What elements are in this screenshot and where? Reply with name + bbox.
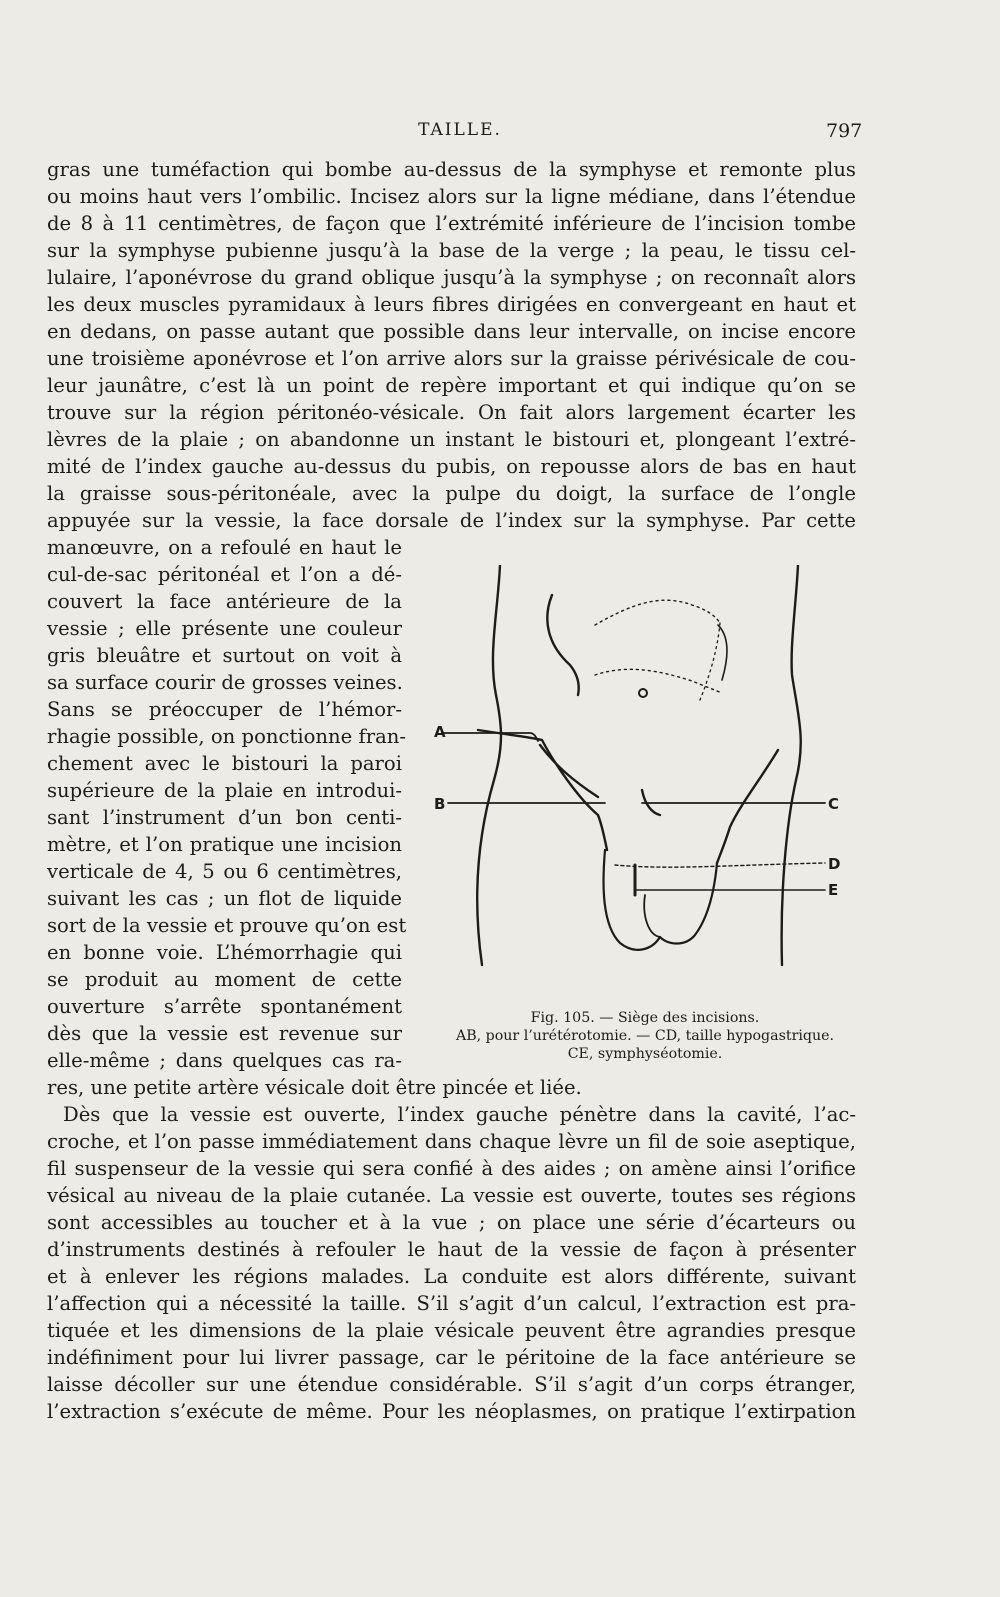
left-outer-contour <box>477 565 501 965</box>
text-line: ou moins haut vers l’ombilic. Incisez alors sur la ligne médiane, dans l’étendue <box>47 185 856 208</box>
text-line: l’extraction s’exécute de même. Pour les néoplasmes, on pratique l’extirpation <box>47 1400 856 1423</box>
text-line: sur la symphyse pubienne jusqu’à la base de la verge ; la peau, le tissu cel- <box>47 239 856 262</box>
text-line: appuyée sur la vessie, la face dorsale de l’index sur la symphyse. Par cette <box>47 509 856 532</box>
text-line: manœuvre, on a refoulé en haut le <box>47 536 402 559</box>
page-number: 797 <box>826 120 863 142</box>
right-chest-curve <box>718 625 727 680</box>
caption-line: AB, pour l’urétérotomie. — CD, taille hypogastrique. <box>455 1028 835 1044</box>
label-a: A <box>434 723 446 741</box>
left-flank <box>547 595 578 695</box>
text-line: trouve sur la région péritonéo-vésicale. On fait alors largement écarter les <box>47 401 856 424</box>
text-line: supérieure de la plaie en introdui- <box>47 779 402 802</box>
incision-line-d <box>615 863 825 867</box>
label-e: E <box>828 881 839 899</box>
text-line: res, une petite artère vésicale doit être pincée et liée. <box>47 1076 582 1099</box>
text-line: et à enlever les régions malades. La conduite est alors différente, suivant <box>47 1265 856 1288</box>
text-line: Sans se préoccuper de l’hémor- <box>47 698 402 721</box>
text-line: croche, et l’on passe immédiatement dans chaque lèvre un fil de soie aseptique, <box>47 1130 856 1153</box>
label-c: C <box>828 795 840 813</box>
text-line: suivant les cas ; un flot de liquide <box>47 887 402 910</box>
text-line: Dès que la vessie est ouverte, l’index gauche pénètre dans la cavité, l’ac- <box>63 1103 856 1126</box>
text-line: vésical au niveau de la plaie cutanée. La vessie est ouverte, toutes ses régions <box>47 1184 856 1207</box>
text-line: elle-même ; dans quelques cas ra- <box>47 1049 402 1072</box>
text-line: verticale de 4, 5 ou 6 centimètres, <box>47 860 402 883</box>
text-line: chement avec le bistouri la paroi <box>47 752 402 775</box>
text-line: gras une tuméfaction qui bombe au-dessus de la symphyse et remonte plus <box>47 158 856 181</box>
text-line: lèvres de la plaie ; on abandonne un instant le bistouri et, plongeant l’extré- <box>47 428 856 451</box>
text-line: couvert la face antérieure de la <box>47 590 402 613</box>
text-line: rhagie possible, on ponctionne fran- <box>47 725 406 748</box>
label-d: D <box>828 855 841 873</box>
text-line: ouverture s’arrête spontanément <box>47 995 402 1018</box>
right-groin-line <box>717 750 778 863</box>
label-b: B <box>434 795 446 813</box>
navel-mark <box>639 689 647 697</box>
text-line: indéfiniment pour lui livrer passage, car le péritoine de la face antérieure se <box>47 1346 856 1369</box>
text-line: sa surface courir de grosses veines. <box>47 671 403 694</box>
text-line: mité de l’index gauche au-dessus du pubis, on repousse alors de bas en haut <box>47 455 856 478</box>
text-line: gris bleuâtre et surtout on voit à <box>47 644 402 667</box>
text-line: les deux muscles pyramidaux à leurs fibres dirigées en convergeant en haut et <box>47 293 856 316</box>
text-line: la graisse sous-péritonéale, avec la pulpe du doigt, la surface de l’ongle <box>47 482 856 505</box>
running-title: TAILLE. <box>418 120 502 140</box>
text-line: d’instruments destinés à refouler le haut de la vessie de façon à présenter <box>47 1238 856 1261</box>
text-line: en dedans, on passe autant que possible dans leur intervalle, on incise encore <box>47 320 856 343</box>
text-line: sant l’instrument d’un bon centi- <box>47 806 402 829</box>
text-line: en bonne voie. L’hémorrhagie qui <box>47 941 402 964</box>
text-line: fil suspenseur de la vessie qui sera confié à des aides ; on amène ainsi l’orifice <box>47 1157 856 1180</box>
text-line: sont accessibles au toucher et à la vue ; on place une série d’écarteurs ou <box>47 1211 856 1234</box>
text-line: lulaire, l’aponévrose du grand oblique jusqu’à la symphyse ; on reconnaît alors <box>47 266 856 289</box>
text-line: cul-de-sac péritonéal et l’on a dé- <box>47 563 402 586</box>
figure-105 <box>430 565 860 1010</box>
genital-divider <box>644 895 660 937</box>
right-dotted-line <box>700 623 720 700</box>
caption-line: CE, symphyséotomie. <box>567 1046 723 1062</box>
text-line: l’affection qui a nécessité la taille. S’il s’agit d’un calcul, l’extraction est pra- <box>47 1292 856 1315</box>
caption-title: Fig. 105. — Siège des incisions. <box>530 1010 760 1026</box>
rib-dotted-curve <box>595 600 720 625</box>
text-line: laisse décoller sur une étendue considérable. S’il s’agit d’un corps étranger, <box>47 1373 856 1396</box>
text-line: vessie ; elle présente une couleur <box>47 617 402 640</box>
text-line: une troisième aponévrose et l’on arrive alors sur la graisse périvésicale de cou- <box>47 347 856 370</box>
abdomen-dotted-curve <box>595 669 722 693</box>
text-line: tiquée et les dimensions de la plaie vésicale peuvent être agrandies presque <box>47 1319 856 1342</box>
text-line: mètre, et l’on pratique une incision <box>47 833 402 856</box>
torso-illustration <box>430 565 860 1010</box>
text-line: de 8 à 11 centimètres, de façon que l’extrémité inférieure de l’incision tombe <box>47 212 856 235</box>
right-outer-contour <box>782 565 801 965</box>
text-line: se produit au moment de cette <box>47 968 402 991</box>
text-line: leur jaunâtre, c’est là un point de repère important et qui indique qu’on se <box>47 374 856 397</box>
text-line: sort de la vessie et prouve qu’on est <box>47 914 407 937</box>
text-line: dès que la vessie est revenue sur <box>47 1022 402 1045</box>
